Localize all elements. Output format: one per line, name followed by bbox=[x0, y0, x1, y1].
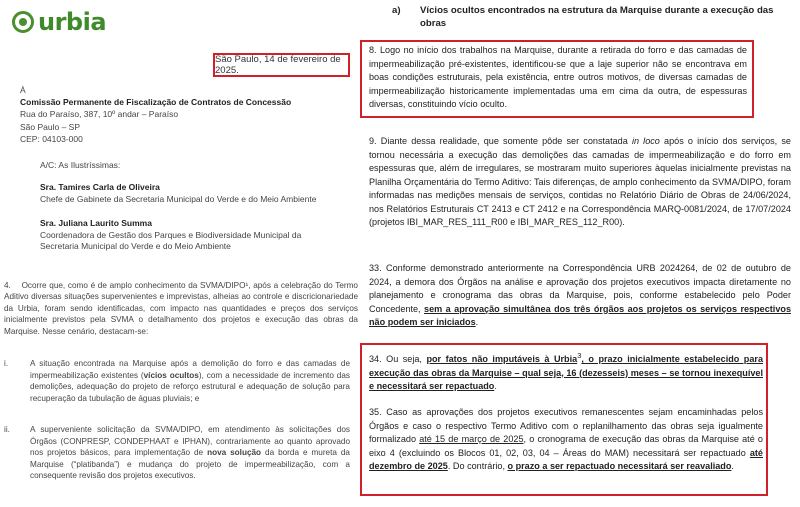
recipient-1 bbox=[40, 182, 340, 205]
section-heading-text: Vícios ocultos encontrados na estrutura da Marquise durante a execução das obras bbox=[420, 5, 774, 29]
paragraph-text: Ocorre que, como é de amplo conhecimento da SVMA/DIPO¹, após a celebração do Termo Aditivo diversas situações supervenientes e imprevistas, alheias ao controle e discricionariedade da Urbia, foram sendo identificadas, com impacto nas quantidades e preços dos serviços inicialmente previstos pela SVMA o detalhamento dos projetos e execução das obras da Marquise. Nesse cenário, destacam-se: bbox=[4, 281, 358, 336]
paragraph-35-text: . bbox=[731, 461, 734, 471]
paragraph-8: 8. Logo no início dos trabalhos na Marquise, durante a retirada do forro e das camadas de impermeabilização pré-existentes, identificou-se que a laje superior não se encontrava em boas condições estruturais, pela existência, entre outros motivos, de diversas camadas de impermeabilização historicamente implementadas uma em cima da outra, de espessuras diversas, constituindo vício oculto. bbox=[369, 45, 747, 109]
paragraph-34-emphasis: , o prazo inicialmente estabelecido para execução das obras da Marquise – qual seja, 16 (dezesseis) meses – se tornou inexequível e necessitará ser repactuado bbox=[369, 354, 764, 392]
section-heading-marker: a) bbox=[392, 5, 401, 16]
list-bold: vícios ocultos bbox=[143, 370, 199, 380]
paragraph-34 bbox=[369, 349, 763, 394]
paragraph-35-emphasis: o prazo a ser repactuado necessitará ser reavaliado bbox=[507, 461, 732, 471]
paragraph-35-text: . Do contrário, bbox=[447, 461, 508, 471]
paragraph-34-text: 34. Ou seja, bbox=[369, 354, 427, 365]
left-page bbox=[0, 0, 382, 507]
letter-date: São Paulo, 14 de fevereiro de 2025. bbox=[215, 54, 341, 76]
recipient-role: Coordenadora de Gestão dos Parques e Biodiversidade Municipal da Secretaria Municipal do Verde e do Meio Ambiente bbox=[40, 229, 302, 252]
paragraph-34-text: . bbox=[494, 381, 497, 392]
urbia-logo-icon bbox=[12, 11, 34, 33]
list-text: A situação encontrada na Marquise após a demolição do forro e das camadas de impermeabilização existentes ( bbox=[30, 359, 350, 380]
recipient-name: Sra. Juliana Laurito Summa bbox=[40, 218, 152, 228]
urbia-logo bbox=[12, 8, 106, 36]
paragraph-9-text: após o início dos serviços, se tornou necessária a execução das demolições das camadas de impermeabilização e do forro em espessuras que, além de irregulares, se mostraram muito superiores àquelas inicialmente previstas na Planilha Orçamentária do Termo Aditivo: Tais diferenças, de amplo conhecimento da SVMA/DIPO, foram informadas nas medições mensais de serviços, contidas no Relatório Diário de Obras de 24/06/2024, nos Relatórios Estruturais CT 2413 e CT 2412 e na Correspondência MARQ-0081/2024, de 17/07/2024 (projetos IBI_MAR_RES_111_R00 e IBI_MAR_RES_112_R00). bbox=[369, 136, 791, 227]
paragraph-9-italic: in loco bbox=[631, 136, 660, 146]
recipient-name: Sra. Tamires Carla de Oliveira bbox=[40, 182, 160, 192]
section-heading bbox=[392, 4, 792, 30]
list-item-ii bbox=[4, 424, 350, 482]
paragraph-4 bbox=[4, 280, 358, 337]
paragraph-33-emphasis: sem a aprovação simultânea dos três órgãos aos projetos os serviços respectivos não podem ser iniciados bbox=[369, 303, 791, 327]
footnote-ref: 3 bbox=[577, 351, 582, 360]
list-bold: nova solução bbox=[207, 448, 262, 458]
recipient-2 bbox=[40, 218, 340, 253]
paragraph-9 bbox=[369, 135, 791, 230]
list-text: A superveniente solicitação da SVMA/DIPO, em atendimento às solicitações dos Órgãos (CONPRESP, CONDEPHAAT e IPHAN), contrariamente ao quanto aprovado nos projetos básicos, para implementação de bbox=[30, 425, 350, 458]
list-marker: i. bbox=[4, 359, 9, 368]
paragraph-33 bbox=[369, 262, 791, 330]
date-highlight-box bbox=[213, 53, 350, 77]
paragraph-35 bbox=[369, 406, 763, 474]
paragraph-35-text: 35. Caso as aprovações dos projetos executivos remanescentes sejam encaminhadas pelos Órgãos e caso o respectivo Termo Aditivo com o replanilhamento das obras seja igualmente formalizado bbox=[369, 407, 763, 444]
address-to: À bbox=[20, 85, 26, 95]
recipient-role: Chefe de Gabinete da Secretaria Municipal do Verde e do Meio Ambiente bbox=[40, 193, 317, 204]
address-city: São Paulo – SP bbox=[20, 121, 81, 132]
address-street: Rua do Paraíso, 387, 10º andar – Paraíso bbox=[20, 109, 179, 120]
paragraph-35-text: , o cronograma de execução das obras da Marquise até o eixo 4 (excluindo os Blocos 01, 02, 03, 04 – Áreas do MAM) necessitará ser repactuado bbox=[369, 434, 763, 458]
right-page bbox=[362, 0, 800, 507]
address-cep: CEP: 04103-000 bbox=[20, 133, 83, 144]
list-marker: ii. bbox=[4, 425, 10, 434]
paragraph-33-text: . bbox=[475, 317, 479, 327]
paragraph-35-emphasis: até dezembro de 2025 bbox=[369, 447, 763, 471]
list-text: da borda e mureta da Marquise (“platibanda”) e mudança do projeto de impermeabilização, com a consequente revisão dos projetos executivos. bbox=[30, 448, 350, 481]
paragraph-34-emphasis: por fatos não imputáveis à Urbia bbox=[426, 354, 578, 365]
paragraph-35-underline: até 15 de março de 2025 bbox=[419, 434, 524, 444]
attention-line: A/C: As Ilustríssimas: bbox=[40, 160, 121, 170]
logo-text: urbia bbox=[38, 8, 107, 36]
address-block bbox=[20, 84, 291, 145]
list-item-i bbox=[4, 358, 350, 404]
address-commission: Comissão Permanente de Fiscalização de Contratos de Concessão bbox=[20, 97, 292, 108]
paragraph-number: 4. bbox=[4, 281, 11, 290]
list-text: ), com a necessidade de incremento das demolições, adequação do projeto de reforço estrutural e adequação de solução para recuperação da tubulação de águas pluviais; e bbox=[30, 370, 350, 403]
paragraph-33-text: 33. Conforme demonstrado anteriormente na Correspondência URB 2024264, de 02 de outubro de 2024, a demora dos Órgãos na análise e aprovação dos projetos executivos impacta diretamente no planejamento e cronograma das obras da Marquise, pois, conforme estabelecido pelo Poder Concedente, bbox=[369, 263, 791, 314]
paragraph-9-text: 9. Diante dessa realidade, que somente pôde ser constatada bbox=[369, 136, 632, 146]
